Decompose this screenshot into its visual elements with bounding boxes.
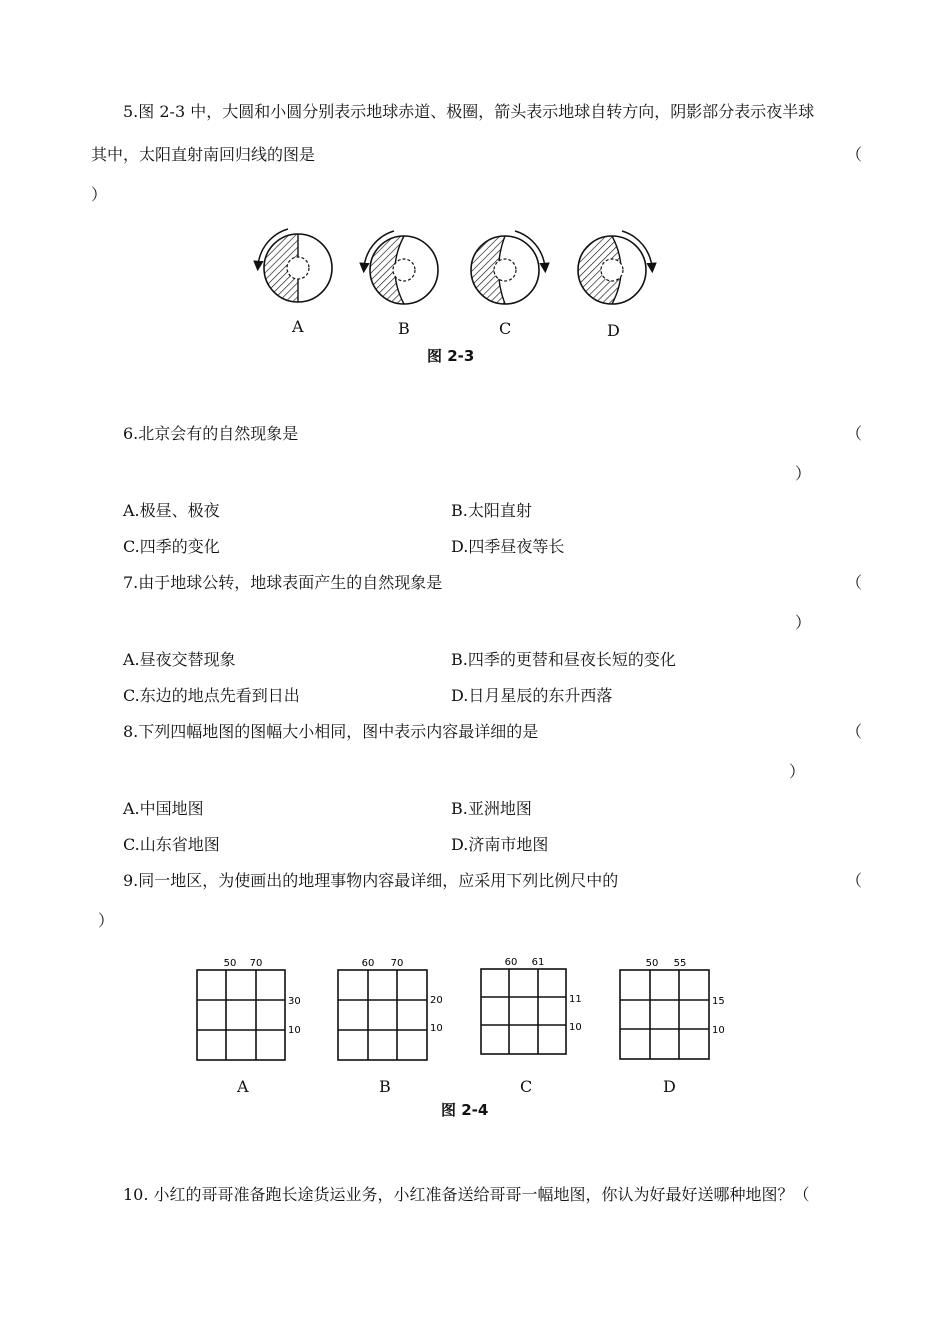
grid-b-right-1: 20 [430,995,443,1006]
q8-paren-open: （ [846,722,863,741]
q7-option-b: B.四季的更替和昼夜长短的变化 [451,650,676,669]
figure-2-4-caption: 图 2-4 [441,1101,489,1119]
figure-2-3-label-d: D [607,321,620,340]
q7-option-d: D.日月星辰的东升西落 [451,686,613,705]
grid-c-top-1: 60 [504,957,518,968]
q8-option-c: C.山东省地图 [123,835,220,854]
figure-2-3-label-b: B [398,319,410,338]
grid-a-right-2: 10 [288,1025,301,1036]
grid-a-right-1: 30 [288,996,301,1007]
q5-stem-line1: 5.图 2-3 中，大圆和小圆分别表示地球赤道、极圈，箭头表示地球自转方向，阴影部分表示夜半球 [123,102,815,121]
q9-stem: 9.同一地区，为使画出的地理事物内容最详细，应采用下列比例尺中的 [123,871,619,890]
q6-stem: 6.北京会有的自然现象是 [123,424,299,443]
figure-2-4-label-d: D [663,1077,676,1096]
figure-2-3-label-c: C [499,319,512,338]
grid-d-right-1: 15 [712,996,725,1007]
grid-c [481,969,566,1054]
grid-b-top-2: 70 [390,958,404,969]
q6-option-d: D.四季昼夜等长 [451,537,565,556]
q7-option-c: C.东边的地点先看到日出 [123,686,300,705]
q9-paren-open: （ [846,871,863,890]
grid-d-top-2: 55 [673,958,687,969]
q8-option-d: D.济南市地图 [451,835,549,854]
grid-a-top-1: 50 [223,958,237,969]
q8-option-b: B.亚洲地图 [451,799,532,818]
grid-b [338,970,427,1060]
q7-paren-open: （ [846,573,863,592]
q5-paren-close: ） [91,185,108,204]
q5-paren-open: （ [846,145,863,164]
grid-c-right-1: 11 [569,994,582,1005]
figure-2-4-label-c: C [520,1077,533,1096]
q7-option-a: A.昼夜交替现象 [123,650,236,669]
q6-paren-close: ） [795,464,812,483]
grid-a [197,970,285,1060]
q10-stem: 10. 小红的哥哥准备跑长途货运业务，小红准备送给哥哥一幅地图，你认为好最好送哪种地图？（ [123,1185,810,1204]
q8-stem: 8.下列四幅地图的图幅大小相同，图中表示内容最详细的是 [123,722,539,741]
q6-paren-open: （ [846,424,863,443]
grid-c-top-2: 61 [531,957,545,968]
q7-stem: 7.由于地球公转，地球表面产生的自然现象是 [123,573,443,592]
q7-paren-close: ） [795,613,812,632]
q6-option-a: A.极昼、极夜 [123,501,220,520]
grid-d-top-1: 50 [645,958,659,969]
grid-c-right-2: 10 [569,1022,582,1033]
q9-paren-close: ） [98,911,115,930]
grid-b-right-2: 10 [430,1023,443,1034]
q5-stem-line2: 其中，太阳直射南回归线的图是 [91,145,316,164]
q8-paren-close: ） [789,762,806,781]
q6-option-b: B.太阳直射 [451,501,532,520]
figure-2-4-label-b: B [379,1077,391,1096]
grid-b-top-1: 60 [361,958,375,969]
grid-d-right-2: 10 [712,1025,725,1036]
figure-2-3-label-a: A [292,317,304,336]
q8-option-a: A.中国地图 [123,799,204,818]
figure-2-3-caption: 图 2-3 [427,347,475,365]
grid-a-top-2: 70 [249,958,263,969]
q6-option-c: C.四季的变化 [123,537,220,556]
grid-d [620,970,709,1059]
figure-2-4-label-a: A [237,1077,249,1096]
